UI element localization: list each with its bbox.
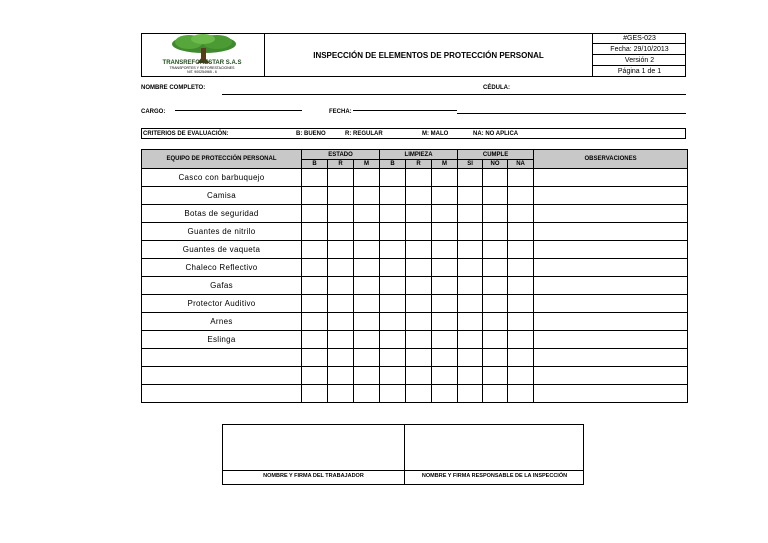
- evaluation-cell[interactable]: [380, 241, 406, 259]
- evaluation-cell[interactable]: [508, 205, 534, 223]
- subcol-header: SI: [458, 160, 483, 169]
- fecha-label: FECHA:: [329, 109, 352, 115]
- evaluation-cell[interactable]: [328, 277, 354, 295]
- subcol-header: B: [302, 160, 328, 169]
- equipment-name: Guantes de vaqueta: [142, 241, 302, 259]
- evaluation-cell[interactable]: [432, 277, 458, 295]
- table-row: [142, 295, 688, 313]
- equipment-name: Protector Auditivo: [142, 295, 302, 313]
- observation-cell[interactable]: [534, 331, 688, 349]
- col-equipo: EQUIPO DE PROTECCIÓN PERSONAL: [142, 150, 302, 169]
- table-row: [142, 205, 688, 223]
- table-row: [142, 187, 688, 205]
- observation-cell[interactable]: [534, 241, 688, 259]
- evaluation-cell[interactable]: [483, 241, 508, 259]
- evaluation-cell[interactable]: [406, 295, 432, 313]
- evaluation-cell[interactable]: [354, 205, 380, 223]
- evaluation-cell[interactable]: [354, 349, 380, 367]
- doc-date: Fecha: 29/10/2013: [593, 44, 686, 55]
- equipment-name: Casco con barbuquejo: [142, 169, 302, 187]
- evaluation-cell[interactable]: [302, 313, 328, 331]
- evaluation-cell[interactable]: [406, 331, 432, 349]
- evaluation-cell[interactable]: [508, 313, 534, 331]
- evaluation-cell[interactable]: [354, 169, 380, 187]
- table-row: [142, 169, 688, 187]
- criteria-regular: R: REGULAR: [345, 131, 383, 137]
- subcol-header: M: [432, 160, 458, 169]
- extra-field[interactable]: [457, 113, 686, 114]
- evaluation-cell[interactable]: [432, 349, 458, 367]
- evaluation-cell[interactable]: [328, 295, 354, 313]
- evaluation-cell[interactable]: [380, 349, 406, 367]
- observation-cell[interactable]: [534, 295, 688, 313]
- evaluation-cell[interactable]: [508, 295, 534, 313]
- signature-trabajador: NOMBRE Y FIRMA DEL TRABAJADOR: [263, 473, 364, 479]
- evaluation-cell[interactable]: [508, 277, 534, 295]
- subcol-header: R: [406, 160, 432, 169]
- table-row: [142, 331, 688, 349]
- evaluation-cell[interactable]: [354, 241, 380, 259]
- evaluation-cell[interactable]: [458, 367, 483, 385]
- evaluation-cell[interactable]: [328, 349, 354, 367]
- subcol-header: B: [380, 160, 406, 169]
- evaluation-cell[interactable]: [508, 331, 534, 349]
- nombre-field[interactable]: [222, 94, 686, 95]
- evaluation-cell[interactable]: [302, 367, 328, 385]
- evaluation-cell[interactable]: [432, 169, 458, 187]
- observation-cell[interactable]: [534, 187, 688, 205]
- evaluation-cell[interactable]: [302, 349, 328, 367]
- evaluation-cell[interactable]: [458, 259, 483, 277]
- evaluation-cell[interactable]: [328, 331, 354, 349]
- subcol-header: NO: [483, 160, 508, 169]
- equipment-name: Guantes de nitrilo: [142, 223, 302, 241]
- table-row: [142, 241, 688, 259]
- evaluation-cell[interactable]: [483, 205, 508, 223]
- signature-box: [222, 424, 584, 485]
- evaluation-cell[interactable]: [458, 349, 483, 367]
- evaluation-cell[interactable]: [483, 295, 508, 313]
- evaluation-cell[interactable]: [432, 241, 458, 259]
- evaluation-cell[interactable]: [508, 367, 534, 385]
- evaluation-cell[interactable]: [380, 223, 406, 241]
- evaluation-cell[interactable]: [432, 367, 458, 385]
- evaluation-cell[interactable]: [483, 313, 508, 331]
- evaluation-cell[interactable]: [483, 187, 508, 205]
- evaluation-cell[interactable]: [354, 223, 380, 241]
- group-estado: ESTADO: [302, 150, 380, 160]
- equipment-name: Botas de seguridad: [142, 205, 302, 223]
- evaluation-cell[interactable]: [458, 223, 483, 241]
- table-row: [142, 313, 688, 331]
- evaluation-cell[interactable]: [354, 367, 380, 385]
- company-nit: NIT. 900254965 - 6: [187, 70, 217, 74]
- evaluation-cell[interactable]: [432, 259, 458, 277]
- subcol-header: M: [354, 160, 380, 169]
- evaluation-cell[interactable]: [406, 367, 432, 385]
- group-cumple: CUMPLE: [458, 150, 534, 160]
- evaluation-cell[interactable]: [432, 295, 458, 313]
- evaluation-cell[interactable]: [458, 205, 483, 223]
- evaluation-cell[interactable]: [380, 313, 406, 331]
- evaluation-cell[interactable]: [380, 277, 406, 295]
- evaluation-cell[interactable]: [302, 385, 328, 403]
- logo-cell: [141, 33, 265, 77]
- evaluation-cell[interactable]: [302, 259, 328, 277]
- evaluation-cell[interactable]: [354, 385, 380, 403]
- table-row: [142, 259, 688, 277]
- signature-responsable: NOMBRE Y FIRMA RESPONSABLE DE LA INSPECCIÓN: [421, 473, 568, 479]
- evaluation-cell[interactable]: [508, 385, 534, 403]
- evaluation-cell[interactable]: [458, 241, 483, 259]
- form-title: INSPECCIÓN DE ELEMENTOS DE PROTECCIÓN PERSONAL: [265, 33, 593, 77]
- doc-version: Versión 2: [593, 55, 686, 66]
- observation-cell[interactable]: [534, 205, 688, 223]
- evaluation-cell[interactable]: [508, 169, 534, 187]
- evaluation-cell[interactable]: [354, 259, 380, 277]
- evaluation-cell[interactable]: [458, 331, 483, 349]
- evaluation-cell[interactable]: [406, 385, 432, 403]
- equipment-name: [142, 385, 302, 403]
- evaluation-cell[interactable]: [406, 349, 432, 367]
- evaluation-cell[interactable]: [406, 205, 432, 223]
- evaluation-cell[interactable]: [328, 385, 354, 403]
- fecha-field[interactable]: [353, 110, 457, 111]
- equipment-name: Camisa: [142, 187, 302, 205]
- signature-line: [223, 470, 583, 471]
- inspection-table: [141, 149, 688, 403]
- evaluation-cell[interactable]: [380, 295, 406, 313]
- doc-page: Página 1 de 1: [617, 68, 662, 75]
- group-limpieza: LIMPIEZA: [380, 150, 458, 160]
- evaluation-cell[interactable]: [483, 169, 508, 187]
- evaluation-cell[interactable]: [508, 241, 534, 259]
- evaluation-cell[interactable]: [508, 349, 534, 367]
- equipment-name: Arnes: [142, 313, 302, 331]
- evaluation-cell[interactable]: [432, 331, 458, 349]
- evaluation-cell[interactable]: [302, 187, 328, 205]
- evaluation-cell[interactable]: [328, 169, 354, 187]
- evaluation-cell[interactable]: [380, 331, 406, 349]
- evaluation-cell[interactable]: [432, 205, 458, 223]
- evaluation-cell[interactable]: [354, 331, 380, 349]
- evaluation-cell[interactable]: [406, 241, 432, 259]
- evaluation-cell[interactable]: [406, 169, 432, 187]
- evaluation-cell[interactable]: [458, 295, 483, 313]
- evaluation-cell[interactable]: [302, 331, 328, 349]
- evaluation-cell[interactable]: [508, 187, 534, 205]
- criteria-bueno: B: BUENO: [296, 131, 326, 137]
- observation-cell[interactable]: [534, 277, 688, 295]
- evaluation-cell[interactable]: [432, 187, 458, 205]
- evaluation-cell[interactable]: [328, 241, 354, 259]
- doc-code: #GES-023: [593, 33, 686, 44]
- cargo-label: CARGO:: [141, 109, 166, 115]
- evaluation-cell[interactable]: [458, 187, 483, 205]
- evaluation-cell[interactable]: [406, 187, 432, 205]
- evaluation-cell[interactable]: [483, 223, 508, 241]
- observation-cell[interactable]: [534, 259, 688, 277]
- evaluation-cell[interactable]: [483, 349, 508, 367]
- cargo-field[interactable]: [175, 110, 302, 111]
- evaluation-cell[interactable]: [508, 223, 534, 241]
- table-row: [142, 349, 688, 367]
- evaluation-cell[interactable]: [354, 277, 380, 295]
- observation-cell[interactable]: [534, 169, 688, 187]
- equipment-name: [142, 367, 302, 385]
- evaluation-cell[interactable]: [302, 223, 328, 241]
- criteria-na: NA: NO APLICA: [473, 131, 519, 137]
- evaluation-cell[interactable]: [380, 385, 406, 403]
- evaluation-cell[interactable]: [432, 385, 458, 403]
- criteria-box: [141, 128, 686, 139]
- evaluation-cell[interactable]: [406, 259, 432, 277]
- evaluation-cell[interactable]: [380, 187, 406, 205]
- evaluation-cell[interactable]: [458, 169, 483, 187]
- evaluation-cell[interactable]: [458, 385, 483, 403]
- subcol-header: R: [328, 160, 354, 169]
- evaluation-cell[interactable]: [302, 295, 328, 313]
- criteria-malo: M: MALO: [422, 131, 449, 137]
- evaluation-cell[interactable]: [432, 223, 458, 241]
- table-row: [142, 385, 688, 403]
- evaluation-cell[interactable]: [380, 367, 406, 385]
- evaluation-cell[interactable]: [483, 367, 508, 385]
- evaluation-cell[interactable]: [380, 205, 406, 223]
- evaluation-cell[interactable]: [483, 277, 508, 295]
- evaluation-cell[interactable]: [328, 205, 354, 223]
- equipment-name: Eslinga: [142, 331, 302, 349]
- evaluation-cell[interactable]: [458, 277, 483, 295]
- evaluation-cell[interactable]: [302, 277, 328, 295]
- equipment-name: Chaleco Reflectivo: [142, 259, 302, 277]
- observation-cell[interactable]: [534, 223, 688, 241]
- evaluation-cell[interactable]: [354, 295, 380, 313]
- evaluation-cell[interactable]: [483, 259, 508, 277]
- evaluation-cell[interactable]: [328, 187, 354, 205]
- evaluation-cell[interactable]: [432, 313, 458, 331]
- equipment-name: [142, 349, 302, 367]
- table-row: [142, 277, 688, 295]
- observation-cell[interactable]: [534, 385, 688, 403]
- table-row: [142, 367, 688, 385]
- evaluation-cell[interactable]: [406, 277, 432, 295]
- evaluation-cell[interactable]: [354, 187, 380, 205]
- evaluation-cell[interactable]: [328, 367, 354, 385]
- evaluation-cell[interactable]: [458, 313, 483, 331]
- company-subtitle: TRANSPORTES Y REFORESTACIONES: [169, 66, 235, 70]
- cedula-label: CÉDULA:: [483, 85, 510, 91]
- observation-cell[interactable]: [534, 367, 688, 385]
- subcol-header: NA: [508, 160, 534, 169]
- col-observaciones: OBSERVACIONES: [534, 150, 688, 169]
- evaluation-cell[interactable]: [483, 331, 508, 349]
- equipment-name: Gafas: [142, 277, 302, 295]
- evaluation-cell[interactable]: [302, 205, 328, 223]
- observation-cell[interactable]: [534, 349, 688, 367]
- evaluation-cell[interactable]: [508, 259, 534, 277]
- evaluation-cell[interactable]: [380, 259, 406, 277]
- evaluation-cell[interactable]: [380, 169, 406, 187]
- evaluation-cell[interactable]: [302, 241, 328, 259]
- evaluation-cell[interactable]: [354, 313, 380, 331]
- criteria-label: CRITERIOS DE EVALUACIÓN:: [143, 131, 229, 137]
- evaluation-cell[interactable]: [483, 385, 508, 403]
- observation-cell[interactable]: [534, 313, 688, 331]
- evaluation-cell[interactable]: [328, 313, 354, 331]
- evaluation-cell[interactable]: [406, 223, 432, 241]
- evaluation-cell[interactable]: [302, 169, 328, 187]
- company-name: TRANSREFORESTAR S.A.S: [162, 60, 242, 66]
- evaluation-cell[interactable]: [406, 313, 432, 331]
- nombre-label: NOMBRE COMPLETO:: [141, 85, 206, 91]
- evaluation-cell[interactable]: [328, 223, 354, 241]
- evaluation-cell[interactable]: [328, 259, 354, 277]
- table-row: [142, 223, 688, 241]
